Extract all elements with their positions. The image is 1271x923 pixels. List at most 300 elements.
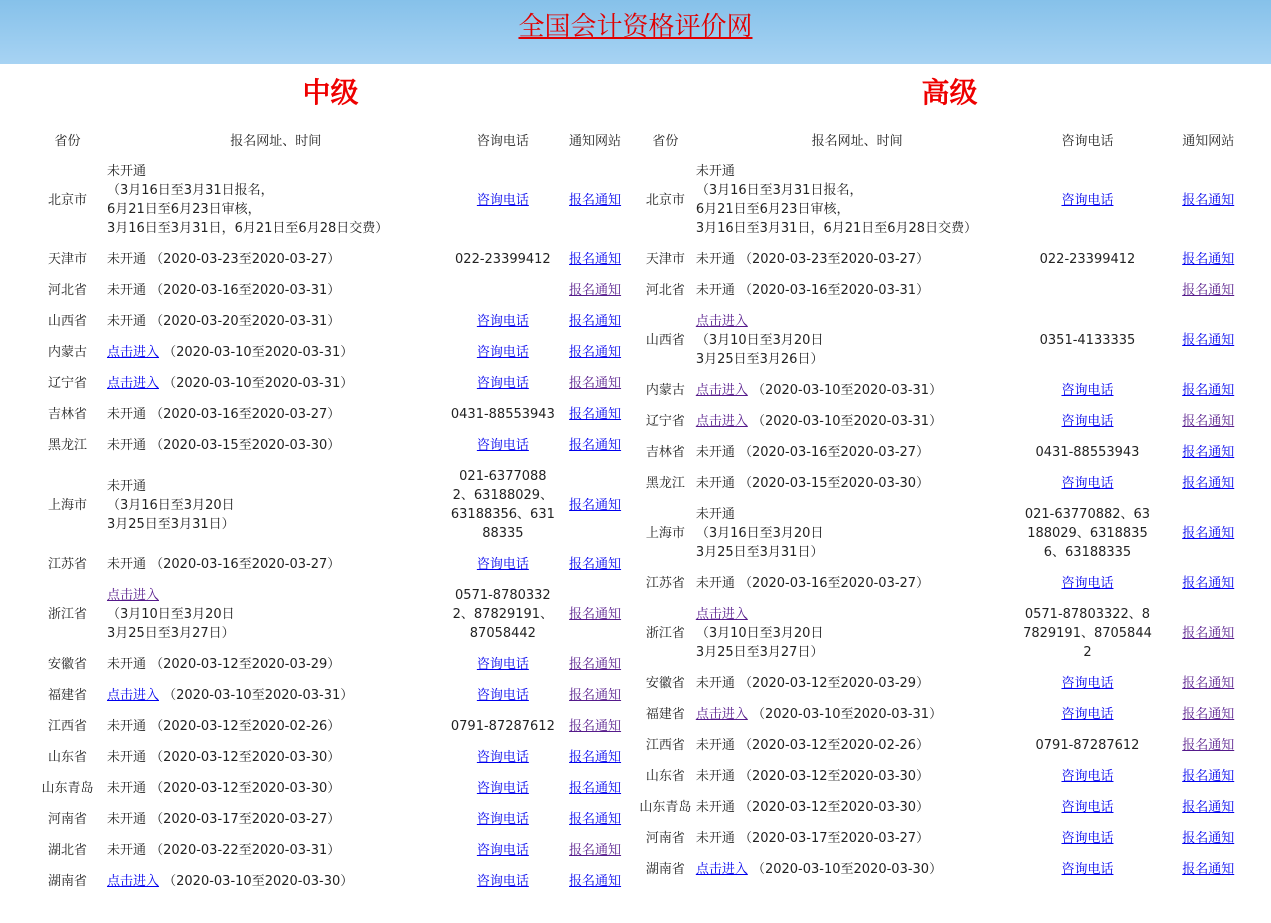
- table-row: [30, 580, 631, 649]
- phone-cell: [1021, 823, 1155, 854]
- notice-cell: [1154, 306, 1262, 375]
- table-row: [637, 730, 1262, 761]
- phone-cell: [1021, 699, 1155, 730]
- registration-cell: [694, 699, 1021, 730]
- province-cell: 天津市: [645, 252, 685, 267]
- notice-link[interactable]: 报名通知: [1182, 576, 1235, 591]
- phone-cell: [447, 742, 559, 773]
- date-line: 3月25日至3月31日）: [106, 516, 235, 532]
- table-row: [637, 244, 1262, 275]
- province-cell: 安徽省: [645, 676, 685, 691]
- status-text: 未开通: [106, 438, 146, 453]
- notice-link[interactable]: 报名通知: [569, 781, 622, 796]
- notice-cell: [559, 368, 631, 399]
- phone-cell: [1021, 499, 1155, 568]
- intermediate-table: [30, 122, 631, 897]
- table-row: [637, 599, 1262, 668]
- registration-cell: [105, 773, 447, 804]
- date-line: 3月16日至3月31日，6月21日至6月28日交费）: [695, 221, 978, 236]
- phone-cell: [1021, 244, 1155, 275]
- phone-number: 0571-87803322、87829191、87058442: [1023, 607, 1152, 660]
- phone-cell: [447, 368, 559, 399]
- status-text: 未开通: [695, 476, 735, 491]
- table-row: [637, 406, 1262, 437]
- phone-cell: [447, 156, 559, 244]
- notice-cell: [1154, 854, 1262, 885]
- date-range: （2020-03-16至2020-03-27）: [738, 445, 930, 460]
- table-row: [637, 854, 1262, 885]
- enter-link[interactable]: 点击进入: [695, 414, 748, 429]
- phone-cell: [447, 580, 559, 649]
- registration-cell: [694, 275, 1021, 306]
- notice-cell: [559, 337, 631, 368]
- registration-cell: [694, 406, 1021, 437]
- status-text: 未开通: [106, 657, 146, 672]
- header-province: 省份: [652, 133, 679, 149]
- phone-cell: [1021, 761, 1155, 792]
- phone-link[interactable]: 咨询电话: [476, 843, 529, 858]
- notice-link[interactable]: 报名通知: [1182, 526, 1235, 541]
- notice-link[interactable]: 报名通知: [569, 607, 622, 622]
- notice-cell: [559, 711, 631, 742]
- phone-cell: [1021, 375, 1155, 406]
- date-range: （2020-03-12至2020-03-30）: [150, 750, 341, 765]
- notice-cell: [1154, 699, 1262, 730]
- phone-cell: [447, 804, 559, 835]
- date-range: （2020-03-10至2020-03-30）: [163, 874, 354, 889]
- notice-link[interactable]: 报名通知: [569, 376, 622, 391]
- notice-link[interactable]: 报名通知: [1182, 252, 1235, 267]
- notice-link[interactable]: 报名通知: [569, 750, 622, 765]
- province-cell: 河北省: [47, 283, 87, 298]
- header-notice: 通知网站: [569, 133, 622, 149]
- phone-cell: [447, 306, 559, 337]
- phone-cell: [1021, 275, 1155, 306]
- notice-link[interactable]: 报名通知: [569, 314, 622, 329]
- header-province: 省份: [54, 133, 81, 149]
- content-columns: [0, 64, 1271, 897]
- intermediate-rows: [30, 156, 631, 897]
- header-registration: 报名网址、时间: [230, 133, 322, 149]
- date-range: （2020-03-12至2020-03-30）: [150, 781, 341, 796]
- table-row: [637, 437, 1262, 468]
- table-row: [637, 568, 1262, 599]
- notice-cell: [559, 804, 631, 835]
- registration-cell: [105, 461, 447, 549]
- phone-link[interactable]: 咨询电话: [1061, 383, 1114, 398]
- phone-link[interactable]: 咨询电话: [476, 345, 529, 360]
- table-row: [30, 742, 631, 773]
- table-row: [637, 156, 1262, 244]
- enter-link[interactable]: 点击进入: [106, 376, 159, 391]
- phone-cell: [1021, 854, 1155, 885]
- date-line: （3月10日至3月20日: [695, 626, 824, 641]
- phone-cell: [1021, 156, 1155, 244]
- registration-cell: [105, 244, 447, 275]
- enter-link[interactable]: 点击进入: [106, 345, 159, 360]
- enter-link[interactable]: 点击进入: [695, 862, 748, 877]
- notice-link[interactable]: 报名通知: [1182, 862, 1235, 877]
- notice-cell: [1154, 275, 1262, 306]
- notice-cell: [1154, 156, 1262, 244]
- date-range: （2020-03-12至2020-03-29）: [738, 676, 930, 691]
- table-row: [637, 499, 1262, 568]
- header-phone: 咨询电话: [1061, 133, 1114, 149]
- date-line: （3月16日至3月20日: [106, 497, 235, 513]
- enter-link[interactable]: 点击进入: [106, 874, 159, 889]
- province-cell: 天津市: [47, 252, 87, 267]
- table-row: [30, 711, 631, 742]
- table-row: [30, 430, 631, 461]
- phone-link[interactable]: 咨询电话: [476, 314, 529, 329]
- date-line: 3月25日至3月31日）: [695, 545, 824, 560]
- registration-cell: [694, 306, 1021, 375]
- province-cell: 江西省: [645, 738, 685, 753]
- notice-link[interactable]: 报名通知: [1182, 800, 1235, 815]
- phone-number: 0351-4133335: [1039, 333, 1136, 348]
- registration-cell: [105, 742, 447, 773]
- date-line: 6月21日至6月23日审核，: [106, 202, 261, 217]
- province-cell: 安徽省: [47, 657, 87, 672]
- advanced-table: [637, 122, 1262, 885]
- notice-link[interactable]: 报名通知: [569, 557, 622, 572]
- phone-cell: [1021, 599, 1155, 668]
- notice-cell: [1154, 375, 1262, 406]
- phone-link[interactable]: 咨询电话: [1061, 576, 1114, 591]
- header-phone: 咨询电话: [476, 133, 529, 149]
- phone-cell: [447, 337, 559, 368]
- province-cell: 山西省: [645, 333, 685, 348]
- registration-cell: [694, 375, 1021, 406]
- notice-cell: [1154, 568, 1262, 599]
- table-row: [30, 680, 631, 711]
- notice-cell: [559, 306, 631, 337]
- province-cell: 福建省: [645, 707, 685, 722]
- enter-link[interactable]: 点击进入: [695, 707, 748, 722]
- status-text: 未开通: [695, 252, 735, 267]
- table-row: [637, 792, 1262, 823]
- notice-link[interactable]: 报名通知: [569, 283, 622, 298]
- table-row: [30, 773, 631, 804]
- site-header: [0, 0, 1271, 64]
- notice-cell: [1154, 730, 1262, 761]
- phone-cell: [447, 649, 559, 680]
- registration-cell: [694, 499, 1021, 568]
- phone-cell: [1021, 437, 1155, 468]
- date-range: （2020-03-10至2020-03-31）: [751, 383, 943, 398]
- phone-cell: [447, 866, 559, 897]
- table-row: [637, 468, 1262, 499]
- status-text: 未开通: [695, 164, 735, 179]
- registration-cell: [105, 399, 447, 430]
- province-cell: 山东青岛: [639, 800, 692, 815]
- date-line: （3月10日至3月20日: [695, 333, 824, 348]
- notice-cell: [1154, 823, 1262, 854]
- date-range: （2020-03-12至2020-03-30）: [738, 800, 930, 815]
- date-line: 6月21日至6月23日审核，: [695, 202, 850, 217]
- phone-link[interactable]: 咨询电话: [476, 376, 529, 391]
- notice-link[interactable]: 报名通知: [1182, 383, 1235, 398]
- province-cell: 湖南省: [645, 862, 685, 877]
- phone-cell: [447, 244, 559, 275]
- phone-number: 021-63770882、63188029、63188356、63188335: [450, 469, 555, 541]
- date-range: （2020-03-12至2020-02-26）: [150, 719, 341, 734]
- date-range: （2020-03-12至2020-03-29）: [150, 657, 341, 672]
- province-cell: 辽宁省: [47, 376, 87, 391]
- phone-cell: [447, 711, 559, 742]
- notice-link[interactable]: 报名通知: [1182, 738, 1235, 753]
- phone-cell: [1021, 792, 1155, 823]
- phone-link[interactable]: 咨询电话: [1061, 831, 1114, 846]
- notice-link[interactable]: 报名通知: [569, 688, 622, 703]
- phone-link[interactable]: 咨询电话: [476, 557, 529, 572]
- notice-cell: [559, 680, 631, 711]
- notice-cell: [559, 156, 631, 244]
- notice-cell: [559, 835, 631, 866]
- notice-cell: [559, 549, 631, 580]
- phone-link[interactable]: 咨询电话: [1061, 192, 1114, 208]
- notice-link[interactable]: 报名通知: [1182, 676, 1235, 691]
- notice-link[interactable]: 报名通知: [569, 812, 622, 827]
- province-cell: 山东省: [645, 769, 685, 784]
- notice-cell: [559, 866, 631, 897]
- notice-cell: [559, 580, 631, 649]
- notice-link[interactable]: 报名通知: [569, 497, 622, 513]
- table-row: [30, 337, 631, 368]
- phone-link[interactable]: 咨询电话: [476, 192, 529, 208]
- status-text: 未开通: [106, 283, 146, 298]
- phone-link[interactable]: 咨询电话: [1061, 800, 1114, 815]
- phone-link[interactable]: 咨询电话: [1061, 769, 1114, 784]
- phone-link[interactable]: 咨询电话: [1061, 862, 1114, 877]
- notice-link[interactable]: 报名通知: [569, 345, 622, 360]
- notice-link[interactable]: 报名通知: [569, 438, 622, 453]
- registration-cell: [105, 804, 447, 835]
- province-cell: 北京市: [645, 192, 685, 208]
- date-range: （2020-03-10至2020-03-31）: [751, 707, 943, 722]
- date-range: （2020-03-15至2020-03-30）: [150, 438, 341, 453]
- phone-cell: [447, 549, 559, 580]
- registration-cell: [694, 761, 1021, 792]
- advanced-rows: [637, 156, 1262, 885]
- notice-cell: [1154, 499, 1262, 568]
- notice-link[interactable]: 报名通知: [1182, 831, 1235, 846]
- registration-cell: [105, 649, 447, 680]
- date-range: （2020-03-10至2020-03-30）: [751, 862, 943, 877]
- date-range: （2020-03-10至2020-03-31）: [163, 345, 354, 360]
- province-cell: 辽宁省: [645, 414, 685, 429]
- table-row: [637, 668, 1262, 699]
- province-cell: 黑龙江: [47, 438, 87, 453]
- notice-link[interactable]: 报名通知: [569, 843, 622, 858]
- registration-cell: [105, 306, 447, 337]
- status-text: 未开通: [106, 843, 146, 858]
- notice-cell: [1154, 761, 1262, 792]
- province-cell: 江苏省: [47, 557, 87, 572]
- table-row: [30, 244, 631, 275]
- status-text: 未开通: [695, 507, 735, 522]
- phone-cell: [447, 399, 559, 430]
- notice-link[interactable]: 报名通知: [1182, 445, 1235, 460]
- phone-number: 022-23399412: [1039, 252, 1136, 267]
- date-range: （2020-03-12至2020-02-26）: [738, 738, 930, 753]
- province-cell: 内蒙古: [47, 345, 87, 360]
- status-text: 未开通: [106, 719, 146, 734]
- notice-link[interactable]: 报名通知: [1182, 626, 1235, 641]
- status-text: 未开通: [106, 781, 146, 796]
- notice-link[interactable]: 报名通知: [1182, 707, 1235, 722]
- phone-cell: [447, 773, 559, 804]
- province-cell: 河南省: [645, 831, 685, 846]
- notice-link[interactable]: 报名通知: [569, 874, 622, 889]
- province-cell: 北京市: [47, 192, 87, 208]
- table-row: [30, 461, 631, 549]
- status-text: 未开通: [695, 576, 735, 591]
- phone-cell: [447, 275, 559, 306]
- province-cell: 上海市: [645, 526, 685, 541]
- status-text: 未开通: [695, 800, 735, 815]
- table-row: [637, 699, 1262, 730]
- province-cell: 湖南省: [47, 874, 87, 889]
- phone-cell: [1021, 668, 1155, 699]
- notice-link[interactable]: 报名通知: [569, 407, 622, 422]
- enter-link[interactable]: 点击进入: [695, 607, 748, 622]
- table-row: [637, 306, 1262, 375]
- header-registration: 报名网址、时间: [811, 133, 903, 149]
- status-text: 未开通: [106, 164, 146, 179]
- province-cell: 江西省: [47, 719, 87, 734]
- table-row: [30, 804, 631, 835]
- enter-link[interactable]: 点击进入: [695, 314, 748, 329]
- enter-link[interactable]: 点击进入: [106, 688, 159, 703]
- province-cell: 上海市: [47, 497, 87, 513]
- date-line: 3月25日至3月27日）: [695, 645, 824, 660]
- status-text: 未开通: [695, 769, 735, 784]
- notice-cell: [559, 399, 631, 430]
- registration-cell: [105, 549, 447, 580]
- notice-link[interactable]: 报名通知: [1182, 769, 1235, 784]
- notice-cell: [559, 244, 631, 275]
- phone-number: 0571-87803322、87829191、87058442: [452, 588, 554, 641]
- notice-cell: [1154, 437, 1262, 468]
- province-cell: 山东青岛: [41, 781, 94, 796]
- phone-link[interactable]: 咨询电话: [476, 657, 529, 672]
- enter-link[interactable]: 点击进入: [695, 383, 748, 398]
- status-text: 未开通: [695, 283, 735, 298]
- registration-cell: [105, 156, 447, 244]
- notice-link[interactable]: 报名通知: [569, 719, 622, 734]
- phone-link[interactable]: 咨询电话: [476, 812, 529, 827]
- date-line: （3月10日至3月20日: [106, 607, 235, 622]
- registration-cell: [105, 337, 447, 368]
- table-row: [30, 649, 631, 680]
- advanced-section: [635, 64, 1270, 897]
- phone-number: 0791-87287612: [450, 719, 555, 734]
- table-row: [637, 375, 1262, 406]
- status-text: 未开通: [695, 738, 735, 753]
- province-cell: 浙江省: [645, 626, 685, 641]
- table-row: [30, 399, 631, 430]
- intermediate-section: [0, 64, 635, 897]
- phone-link[interactable]: 咨询电话: [1061, 414, 1114, 429]
- province-cell: 山西省: [47, 314, 87, 329]
- notice-link[interactable]: 报名通知: [1182, 333, 1235, 348]
- notice-cell: [1154, 406, 1262, 437]
- phone-number: 022-23399412: [455, 252, 551, 267]
- phone-cell: [447, 680, 559, 711]
- table-row: [30, 275, 631, 306]
- province-cell: 湖北省: [47, 843, 87, 858]
- enter-link[interactable]: 点击进入: [106, 588, 159, 603]
- date-range: （2020-03-10至2020-03-31）: [163, 688, 354, 703]
- date-line: 3月25日至3月27日）: [106, 626, 235, 641]
- status-text: 未开通: [695, 445, 735, 460]
- phone-link[interactable]: 咨询电话: [1061, 476, 1114, 491]
- table-row: [30, 368, 631, 399]
- province-cell: 吉林省: [47, 407, 87, 422]
- table-row: [30, 306, 631, 337]
- notice-cell: [559, 430, 631, 461]
- date-range: （2020-03-10至2020-03-31）: [163, 376, 354, 391]
- province-cell: 福建省: [47, 688, 87, 703]
- registration-cell: [105, 368, 447, 399]
- date-range: （2020-03-16至2020-03-27）: [150, 557, 341, 572]
- phone-link[interactable]: 咨询电话: [476, 438, 529, 453]
- phone-link[interactable]: 咨询电话: [1061, 707, 1114, 722]
- registration-cell: [105, 835, 447, 866]
- notice-link[interactable]: 报名通知: [1182, 192, 1235, 208]
- status-text: 未开通: [106, 557, 146, 572]
- phone-link[interactable]: 咨询电话: [476, 750, 529, 765]
- status-text: 未开通: [106, 314, 146, 329]
- notice-link[interactable]: 报名通知: [1182, 283, 1235, 298]
- date-line: 3月16日至3月31日，6月21日至6月28日交费）: [106, 221, 389, 236]
- notice-link[interactable]: 报名通知: [1182, 414, 1235, 429]
- registration-cell: [105, 680, 447, 711]
- phone-cell: [1021, 730, 1155, 761]
- intermediate-title: 中级: [302, 76, 359, 109]
- registration-cell: [105, 430, 447, 461]
- date-line: 3月25日至3月26日）: [695, 352, 824, 367]
- notice-cell: [559, 275, 631, 306]
- table-row: [637, 823, 1262, 854]
- notice-link[interactable]: 报名通知: [569, 192, 622, 208]
- registration-cell: [694, 156, 1021, 244]
- date-line: （3月16日至3月20日: [695, 526, 824, 541]
- registration-cell: [694, 668, 1021, 699]
- date-range: （2020-03-17至2020-03-27）: [150, 812, 341, 827]
- notice-link[interactable]: 报名通知: [569, 252, 622, 267]
- notice-cell: [1154, 792, 1262, 823]
- site-title-link[interactable]: 全国会计资格评价网: [518, 12, 753, 42]
- phone-link[interactable]: 咨询电话: [476, 874, 529, 889]
- registration-cell: [694, 468, 1021, 499]
- table-row: [637, 761, 1262, 792]
- table-header-row: [637, 122, 1262, 156]
- notice-link[interactable]: 报名通知: [1182, 476, 1235, 491]
- notice-link[interactable]: 报名通知: [569, 657, 622, 672]
- date-range: （2020-03-17至2020-03-27）: [738, 831, 930, 846]
- registration-cell: [105, 275, 447, 306]
- date-line: （3月16日至3月31日报名，: [106, 183, 274, 198]
- phone-link[interactable]: 咨询电话: [1061, 676, 1114, 691]
- date-line: （3月16日至3月31日报名，: [695, 183, 863, 198]
- registration-cell: [105, 711, 447, 742]
- phone-cell: [447, 461, 559, 549]
- phone-link[interactable]: 咨询电话: [476, 688, 529, 703]
- phone-link[interactable]: 咨询电话: [476, 781, 529, 796]
- province-cell: 黑龙江: [645, 476, 685, 491]
